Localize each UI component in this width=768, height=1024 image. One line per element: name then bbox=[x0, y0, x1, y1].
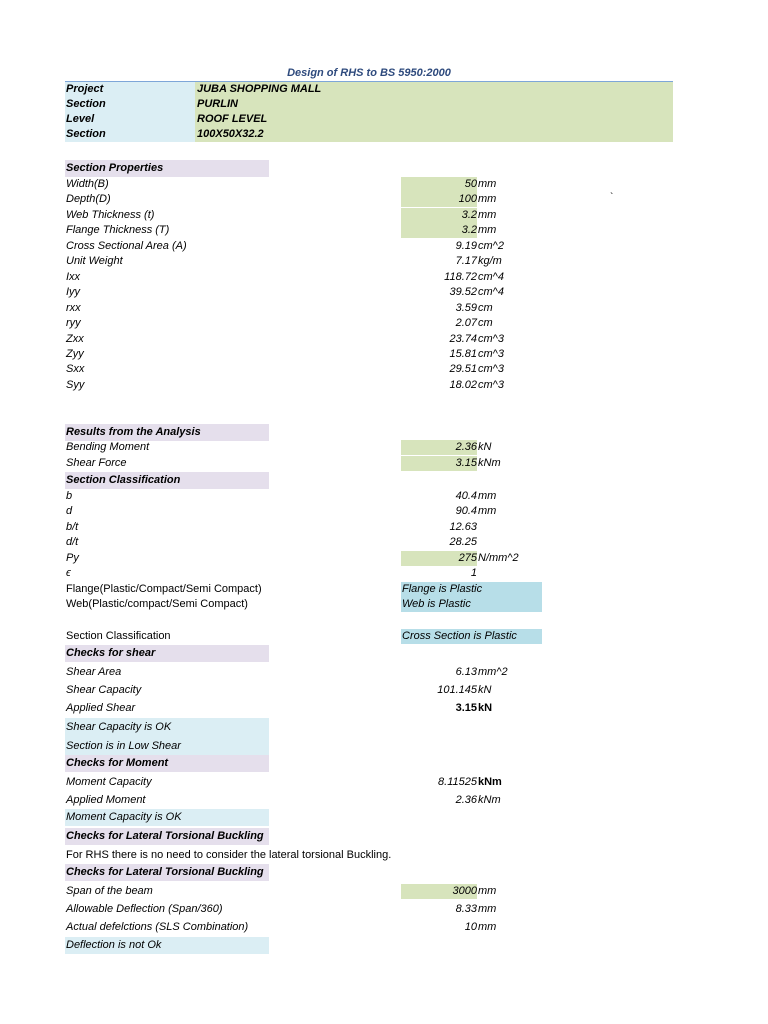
prop-unit: cm^3 bbox=[478, 333, 504, 345]
prop-unit: mm bbox=[478, 178, 497, 190]
classification-heading: Section Classification bbox=[65, 472, 269, 489]
analysis-heading: Results from the Analysis bbox=[65, 424, 269, 441]
analysis-label: Shear Force bbox=[66, 457, 127, 469]
prop-unit: cm^4 bbox=[478, 286, 504, 298]
analysis-unit: kNm bbox=[478, 457, 501, 469]
class-value: 1 bbox=[470, 567, 477, 579]
prop-unit: cm bbox=[478, 302, 493, 314]
shear-area-unit: mm^2 bbox=[478, 666, 508, 678]
prop-value: 3.59 bbox=[455, 302, 477, 314]
prop-unit: mm bbox=[478, 193, 497, 205]
prop-label: Cross Sectional Area (A) bbox=[66, 240, 187, 252]
header-value: PURLIN bbox=[195, 97, 673, 112]
moment-result: Moment Capacity is OK bbox=[65, 809, 269, 826]
prop-label: Sxx bbox=[66, 363, 85, 375]
class-label: d bbox=[66, 505, 73, 517]
shear-area-value: 6.13 bbox=[455, 666, 477, 678]
moment-capacity-value: 8.11525 bbox=[438, 776, 477, 788]
actual-deflection-label: Actual defelctions (SLS Combination) bbox=[66, 921, 249, 933]
prop-unit: mm bbox=[478, 209, 497, 221]
prop-value: 3.2 bbox=[401, 223, 477, 238]
class-value: 28.25 bbox=[449, 536, 477, 548]
header-label: Project bbox=[65, 82, 196, 97]
class-unit: mm bbox=[478, 490, 497, 502]
shear-capacity-unit: kN bbox=[478, 684, 492, 696]
ltb-note: For RHS there is no need to consider the lateral torsional Buckling. bbox=[66, 849, 392, 861]
prop-label: Iyy bbox=[66, 286, 81, 298]
prop-label: Flange Thickness (T) bbox=[66, 224, 170, 236]
span-value: 3000 bbox=[401, 884, 477, 899]
span-label: Span of the beam bbox=[66, 885, 153, 897]
overall-class-status: Cross Section is Plastic bbox=[401, 629, 542, 644]
analysis-value: 2.36 bbox=[401, 440, 477, 455]
prop-unit: cm bbox=[478, 317, 493, 329]
prop-value: 3.2 bbox=[401, 208, 477, 223]
header-label: Section bbox=[65, 97, 196, 112]
applied-moment-value: 2.36 bbox=[455, 794, 477, 806]
class-label: b bbox=[66, 490, 73, 502]
class-unit: N/mm^2 bbox=[478, 552, 519, 564]
allowable-deflection-value: 8.33 bbox=[455, 903, 477, 915]
header-label: Level bbox=[65, 112, 196, 127]
document-title: Design of RHS to BS 5950:2000 bbox=[287, 67, 451, 79]
header-value: JUBA SHOPPING MALL bbox=[195, 82, 673, 97]
allowable-deflection-label: Allowable Deflection (Span/360) bbox=[66, 903, 223, 915]
prop-label: Zyy bbox=[66, 348, 84, 360]
prop-value: 100 bbox=[401, 192, 477, 207]
prop-value: 29.51 bbox=[449, 363, 477, 375]
prop-label: Width(B) bbox=[66, 178, 109, 190]
prop-unit: cm^3 bbox=[478, 379, 504, 391]
header-value: ROOF LEVEL bbox=[195, 112, 673, 127]
class-unit: mm bbox=[478, 505, 497, 517]
shear-heading: Checks for shear bbox=[65, 645, 269, 662]
prop-label: Depth(D) bbox=[66, 193, 111, 205]
prop-unit: cm^3 bbox=[478, 363, 504, 375]
class-value: 275 bbox=[401, 551, 477, 566]
header-row-level bbox=[65, 112, 673, 127]
actual-deflection-value: 10 bbox=[464, 921, 477, 933]
class-value: 90.4 bbox=[455, 505, 477, 517]
applied-moment-unit: kNm bbox=[478, 794, 501, 806]
analysis-label: Bending Moment bbox=[66, 441, 150, 453]
class-label: Py bbox=[66, 552, 79, 564]
applied-shear-value: 3.15 bbox=[455, 702, 477, 714]
deflection-heading: Checks for Lateral Torsional Buckling bbox=[65, 864, 269, 881]
applied-shear-label: Applied Shear bbox=[66, 702, 136, 714]
shear-capacity-result: Shear Capacity is OK bbox=[65, 718, 269, 737]
prop-label: Web Thickness (t) bbox=[66, 209, 155, 221]
prop-label: ryy bbox=[66, 317, 81, 329]
prop-value: 39.52 bbox=[449, 286, 477, 298]
prop-label: Ixx bbox=[66, 271, 81, 283]
section-properties-heading: Section Properties bbox=[65, 160, 269, 177]
class-value: 40.4 bbox=[455, 490, 477, 502]
prop-unit: cm^4 bbox=[478, 271, 504, 283]
header-row-section-size bbox=[65, 127, 673, 142]
actual-deflection-unit: mm bbox=[478, 921, 497, 933]
overall-class-label: Section Classification bbox=[66, 630, 171, 642]
header-row-project bbox=[65, 82, 673, 97]
header-value: 100X50X32.2 bbox=[195, 127, 673, 142]
moment-heading: Checks for Moment bbox=[65, 755, 269, 772]
prop-label: Unit Weight bbox=[66, 255, 123, 267]
web-class-status: Web is Plastic bbox=[401, 597, 542, 612]
prop-value: 9.19 bbox=[455, 240, 477, 252]
prop-value: 2.07 bbox=[455, 317, 477, 329]
span-unit: mm bbox=[478, 885, 497, 897]
web-class-label: Web(Plastic/compact/Semi Compact) bbox=[66, 598, 248, 610]
shear-capacity-label: Shear Capacity bbox=[66, 684, 142, 696]
deflection-result: Deflection is not Ok bbox=[65, 937, 269, 954]
moment-capacity-unit: kNm bbox=[478, 776, 502, 788]
shear-area-label: Shear Area bbox=[66, 666, 122, 678]
prop-value: 50 bbox=[401, 177, 477, 192]
ltb-heading: Checks for Lateral Torsional Buckling bbox=[65, 828, 269, 845]
prop-value: 23.74 bbox=[449, 333, 477, 345]
low-shear-result: Section is in Low Shear bbox=[65, 737, 269, 755]
prop-unit: cm^2 bbox=[478, 240, 504, 252]
prop-value: 18.02 bbox=[449, 379, 477, 391]
moment-capacity-label: Moment Capacity bbox=[66, 776, 152, 788]
prop-value: 118.72 bbox=[444, 271, 477, 283]
prop-unit: cm^3 bbox=[478, 348, 504, 360]
class-value: 12.63 bbox=[449, 521, 477, 533]
prop-label: Zxx bbox=[66, 333, 84, 345]
prop-value: 15.81 bbox=[449, 348, 477, 360]
allowable-deflection-unit: mm bbox=[478, 903, 497, 915]
analysis-unit: kN bbox=[478, 441, 492, 453]
flange-class-label: Flange(Plastic/Compact/Semi Compact) bbox=[66, 583, 262, 595]
prop-label: rxx bbox=[66, 302, 81, 314]
prop-unit: kg/m bbox=[478, 255, 502, 267]
prop-unit: mm bbox=[478, 224, 497, 236]
header-row-section bbox=[65, 97, 673, 112]
class-label: ϵ bbox=[66, 567, 71, 579]
applied-shear-unit: kN bbox=[478, 702, 493, 714]
shear-capacity-value: 101.145 bbox=[437, 684, 477, 696]
prop-value: 7.17 bbox=[455, 255, 477, 267]
applied-moment-label: Applied Moment bbox=[66, 794, 146, 806]
stray-mark: ` bbox=[610, 192, 614, 203]
class-label: d/t bbox=[66, 536, 79, 548]
class-label: b/t bbox=[66, 521, 79, 533]
header-label: Section bbox=[65, 127, 196, 142]
prop-label: Syy bbox=[66, 379, 85, 391]
analysis-value: 3.15 bbox=[401, 456, 477, 471]
flange-class-status: Flange is Plastic bbox=[401, 582, 542, 597]
